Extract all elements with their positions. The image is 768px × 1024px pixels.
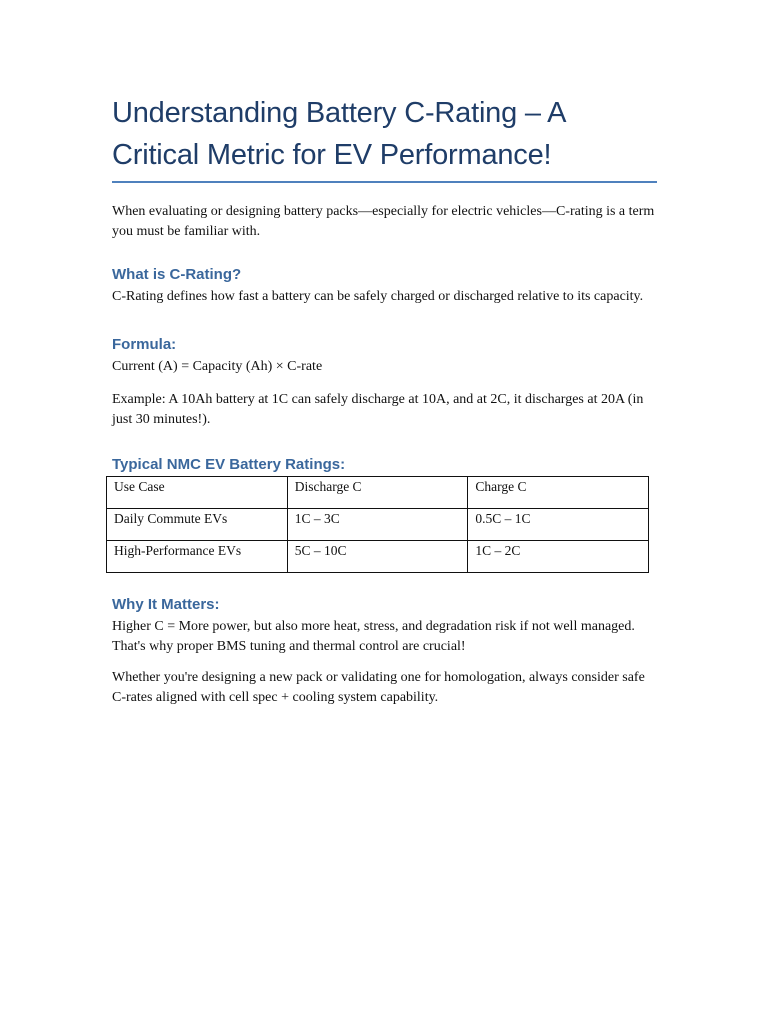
- why-heading: Why It Matters:: [112, 596, 220, 613]
- why-paragraph-1: Higher C = More power, but also more heat, stress, and degradation risk if not well managed. That's why proper BMS tuning and thermal control are crucial!: [112, 619, 635, 654]
- document-page: [112, 92, 657, 707]
- ratings-table: [106, 476, 649, 573]
- table-cell: 1C – 2C: [468, 541, 649, 573]
- why-paragraph-2: Whether you're designing a new pack or validating one for homologation, always consider safe C-rates aligned with cell spec + cooling system capability.: [112, 670, 645, 705]
- table-header-cell: Use Case: [107, 477, 288, 509]
- table-cell: 5C – 10C: [287, 541, 468, 573]
- what-is-paragraph: C-Rating defines how fast a battery can be safely charged or discharged relative to its capacity.: [112, 289, 644, 304]
- table-cell: Daily Commute EVs: [107, 509, 288, 541]
- what-is-heading: What is C-Rating?: [112, 266, 242, 283]
- formula-example: Example: A 10Ah battery at 1C can safely discharge at 10A, and at 2C, it discharges at 20A (in just 30 minutes!).: [112, 392, 644, 427]
- intro-paragraph: When evaluating or designing battery packs—especially for electric vehicles—C-rating is a term you must be familiar with.: [112, 204, 655, 239]
- table-header-row: [107, 477, 649, 509]
- table-header-cell: Charge C: [468, 477, 649, 509]
- page-title: Understanding Battery C-Rating – A Critical Metric for EV Performance!: [112, 97, 565, 171]
- table-header-cell: Discharge C: [287, 477, 468, 509]
- formula-line: Current (A) = Capacity (Ah) × C-rate: [112, 358, 323, 374]
- formula-heading: Formula:: [112, 335, 177, 353]
- title-underline: [112, 181, 657, 183]
- table-row: [107, 541, 649, 573]
- ratings-heading: Typical NMC EV Battery Ratings:: [112, 456, 346, 473]
- table-cell: 1C – 3C: [287, 509, 468, 541]
- table-cell: High-Performance EVs: [107, 541, 288, 573]
- table-row: [107, 509, 649, 541]
- table-cell: 0.5C – 1C: [468, 509, 649, 541]
